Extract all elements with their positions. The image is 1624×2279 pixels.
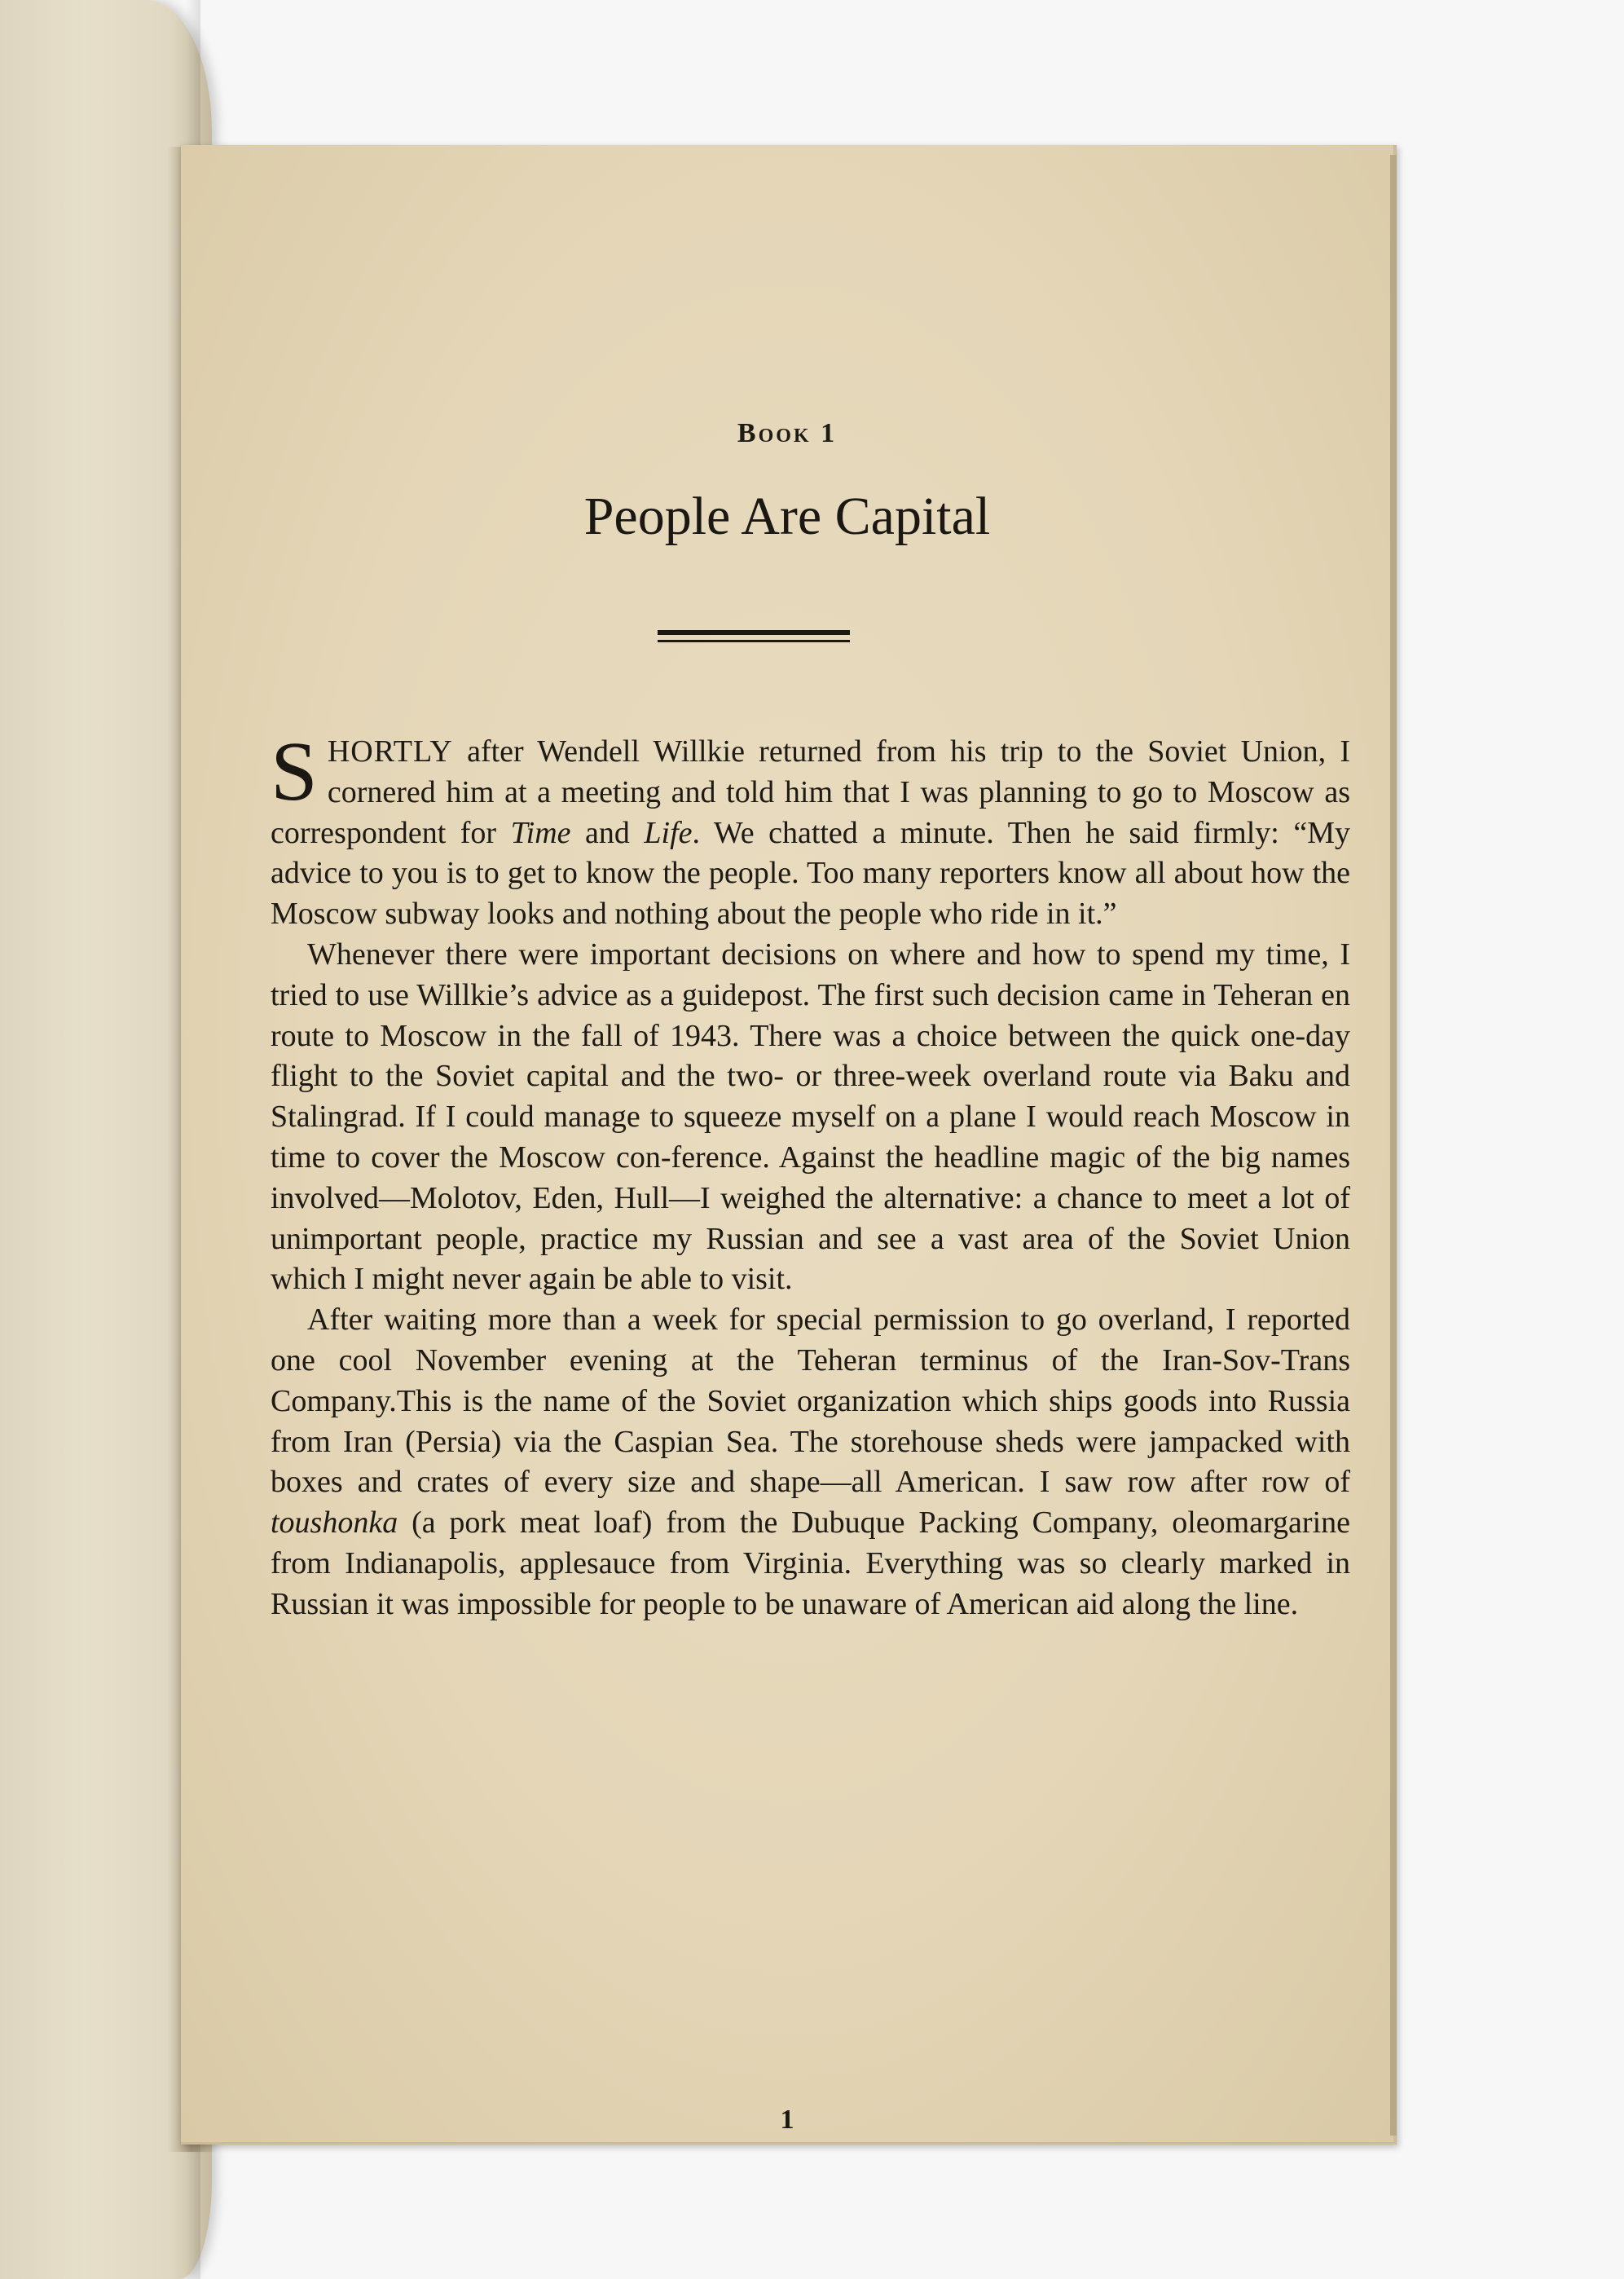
page-number: 1 bbox=[780, 2105, 794, 2135]
paragraph-2: Whenever there were important decisions on where and how to spend my time, I tried to use Willkie’s advice as a guidepost. The first such decision came in Teheran en route to Moscow in the fall of 1943. There was a choice between the quick one-day flight to the Soviet capital and the two- or three-week overland route via Baku and Stalingrad. If I could manage to squeeze myself on a plane I would reach Moscow in time to cover the Moscow con-ference. Against the headline magic of the big names involved—Molotov, Eden, Hull—I weighed the alternative: a chance to meet a lot of unimportant people, practice my Russian and see a vast area of the Soviet Union which I might never again be able to visit. bbox=[271, 937, 1350, 1297]
italic-toushonka: toushonka bbox=[271, 1505, 398, 1541]
italic-time: Time bbox=[510, 815, 571, 850]
chapter-title: People Are Capital bbox=[583, 487, 991, 546]
paragraph-3-text-b: (a pork meat loaf) from the Dubuque Packing Company, oleomargarine from Indianapolis, applesauce from Virginia. Everything was so clearly marked in Russian it was impossible for people to be unaware of American aid along the line. bbox=[271, 1505, 1350, 1621]
paragraph-3-text-a: After waiting more than a week for special permission to go overland, I reported one cool November evening at the Teheran terminus of the Iran-Sov-Trans Company.This is the name of the Soviet organization which ships goods into Russia from Iran (Persia) via the Caspian Sea. The storehouse sheds were jampacked with boxes and crates of every size and shape—all American. I saw row after row of bbox=[271, 1303, 1350, 1500]
paragraph-1-text-a: after Wendell Willkie returned from his trip to the Soviet Union, I cornered him at a meeting and told him that I was planning to go to Moscow as correspondent for bbox=[271, 734, 1350, 850]
page-edge-right bbox=[1390, 155, 1397, 2136]
opening-small-caps: HORTLY bbox=[327, 734, 453, 769]
drop-cap: S bbox=[271, 725, 318, 818]
italic-life: Life bbox=[644, 815, 693, 850]
body-text bbox=[271, 725, 1350, 1625]
paragraph-3 bbox=[271, 1300, 1350, 1624]
book-label: Book 1 bbox=[737, 418, 838, 448]
paragraph-1-text-c: . We chatted a minute. Then he said firmly: “My advice to you is to get to know the people. Too many reporters know all about how the Moscow subway looks and nothing about the people who ride in it.” bbox=[271, 815, 1350, 932]
paragraph-1-text-b: and bbox=[570, 815, 645, 850]
title-rule-thick bbox=[658, 630, 850, 635]
book-page bbox=[181, 145, 1397, 2145]
paragraph-1 bbox=[271, 725, 1350, 935]
title-rule-thin bbox=[658, 640, 850, 642]
